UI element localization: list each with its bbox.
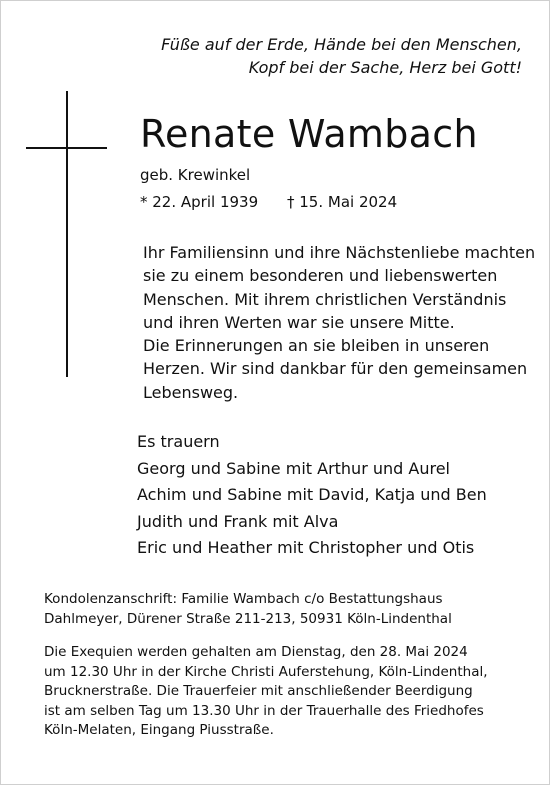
birth-date: * 22. April 1939 [140,193,259,211]
mourner-family: Achim und Sabine mit David, Katja und Ben [137,485,487,504]
motto-line: Kopf bei der Sache, Herz bei Gott! [248,58,522,77]
maiden-name: geb. Krewinkel [140,166,251,184]
tribute-line: Die Erinnerungen an sie bleiben in unseren [143,336,490,356]
tribute-line: und ihren Werten war sie unsere Mitte. [143,312,455,332]
cross-vertical-beam [66,91,68,377]
cross-horizontal-beam [26,147,107,149]
motto [161,33,522,79]
tribute-line: Menschen. Mit ihrem christlichen Verständnis [143,289,507,309]
service-line: um 12.30 Uhr in der Kirche Christi Auferstehung, Köln-Lindenthal, [44,663,488,680]
tribute-line: Lebensweg. [143,382,239,402]
mourners-list [137,429,487,562]
service-line: Die Exequien werden gehalten am Dienstag, den 28. Mai 2024 [44,644,468,660]
tribute-line: Herzen. Wir sind dankbar für den gemeinsamen [143,359,528,379]
condolence-address [44,590,452,629]
mourner-family: Georg und Sabine mit Arthur und Aurel [137,458,450,478]
mourners-heading: Es trauern [137,432,220,451]
mourner-family: Eric und Heather mit Christopher und Otis [137,538,475,557]
service-line: Köln-Melaten, Eingang Piusstraße. [44,722,274,738]
deceased-name: Renate Wambach [140,112,478,156]
tribute-line: sie zu einem besonderen und liebenswerten [143,266,498,286]
service-line: ist am selben Tag um 13.30 Uhr in der Trauerhalle des Friedhofes [44,702,484,719]
tribute-line: Ihr Familiensinn und ihre Nächstenliebe machten [143,243,536,262]
service-line: Brucknerstraße. Die Trauerfeier mit anschließender Beerdigung [44,683,473,699]
death-date: † 15. Mai 2024 [287,193,398,211]
motto-line: Füße auf der Erde, Hände bei den Menschen, [161,35,522,54]
address-line: Dahlmeyer, Dürener Straße 211-213, 50931 Köln-Lindenthal [44,610,452,627]
service-info [44,643,488,741]
address-line: Kondolenzanschrift: Familie Wambach c/o Bestattungshaus [44,591,443,607]
tribute-text [143,241,535,404]
mourner-family: Judith und Frank mit Alva [137,511,339,531]
